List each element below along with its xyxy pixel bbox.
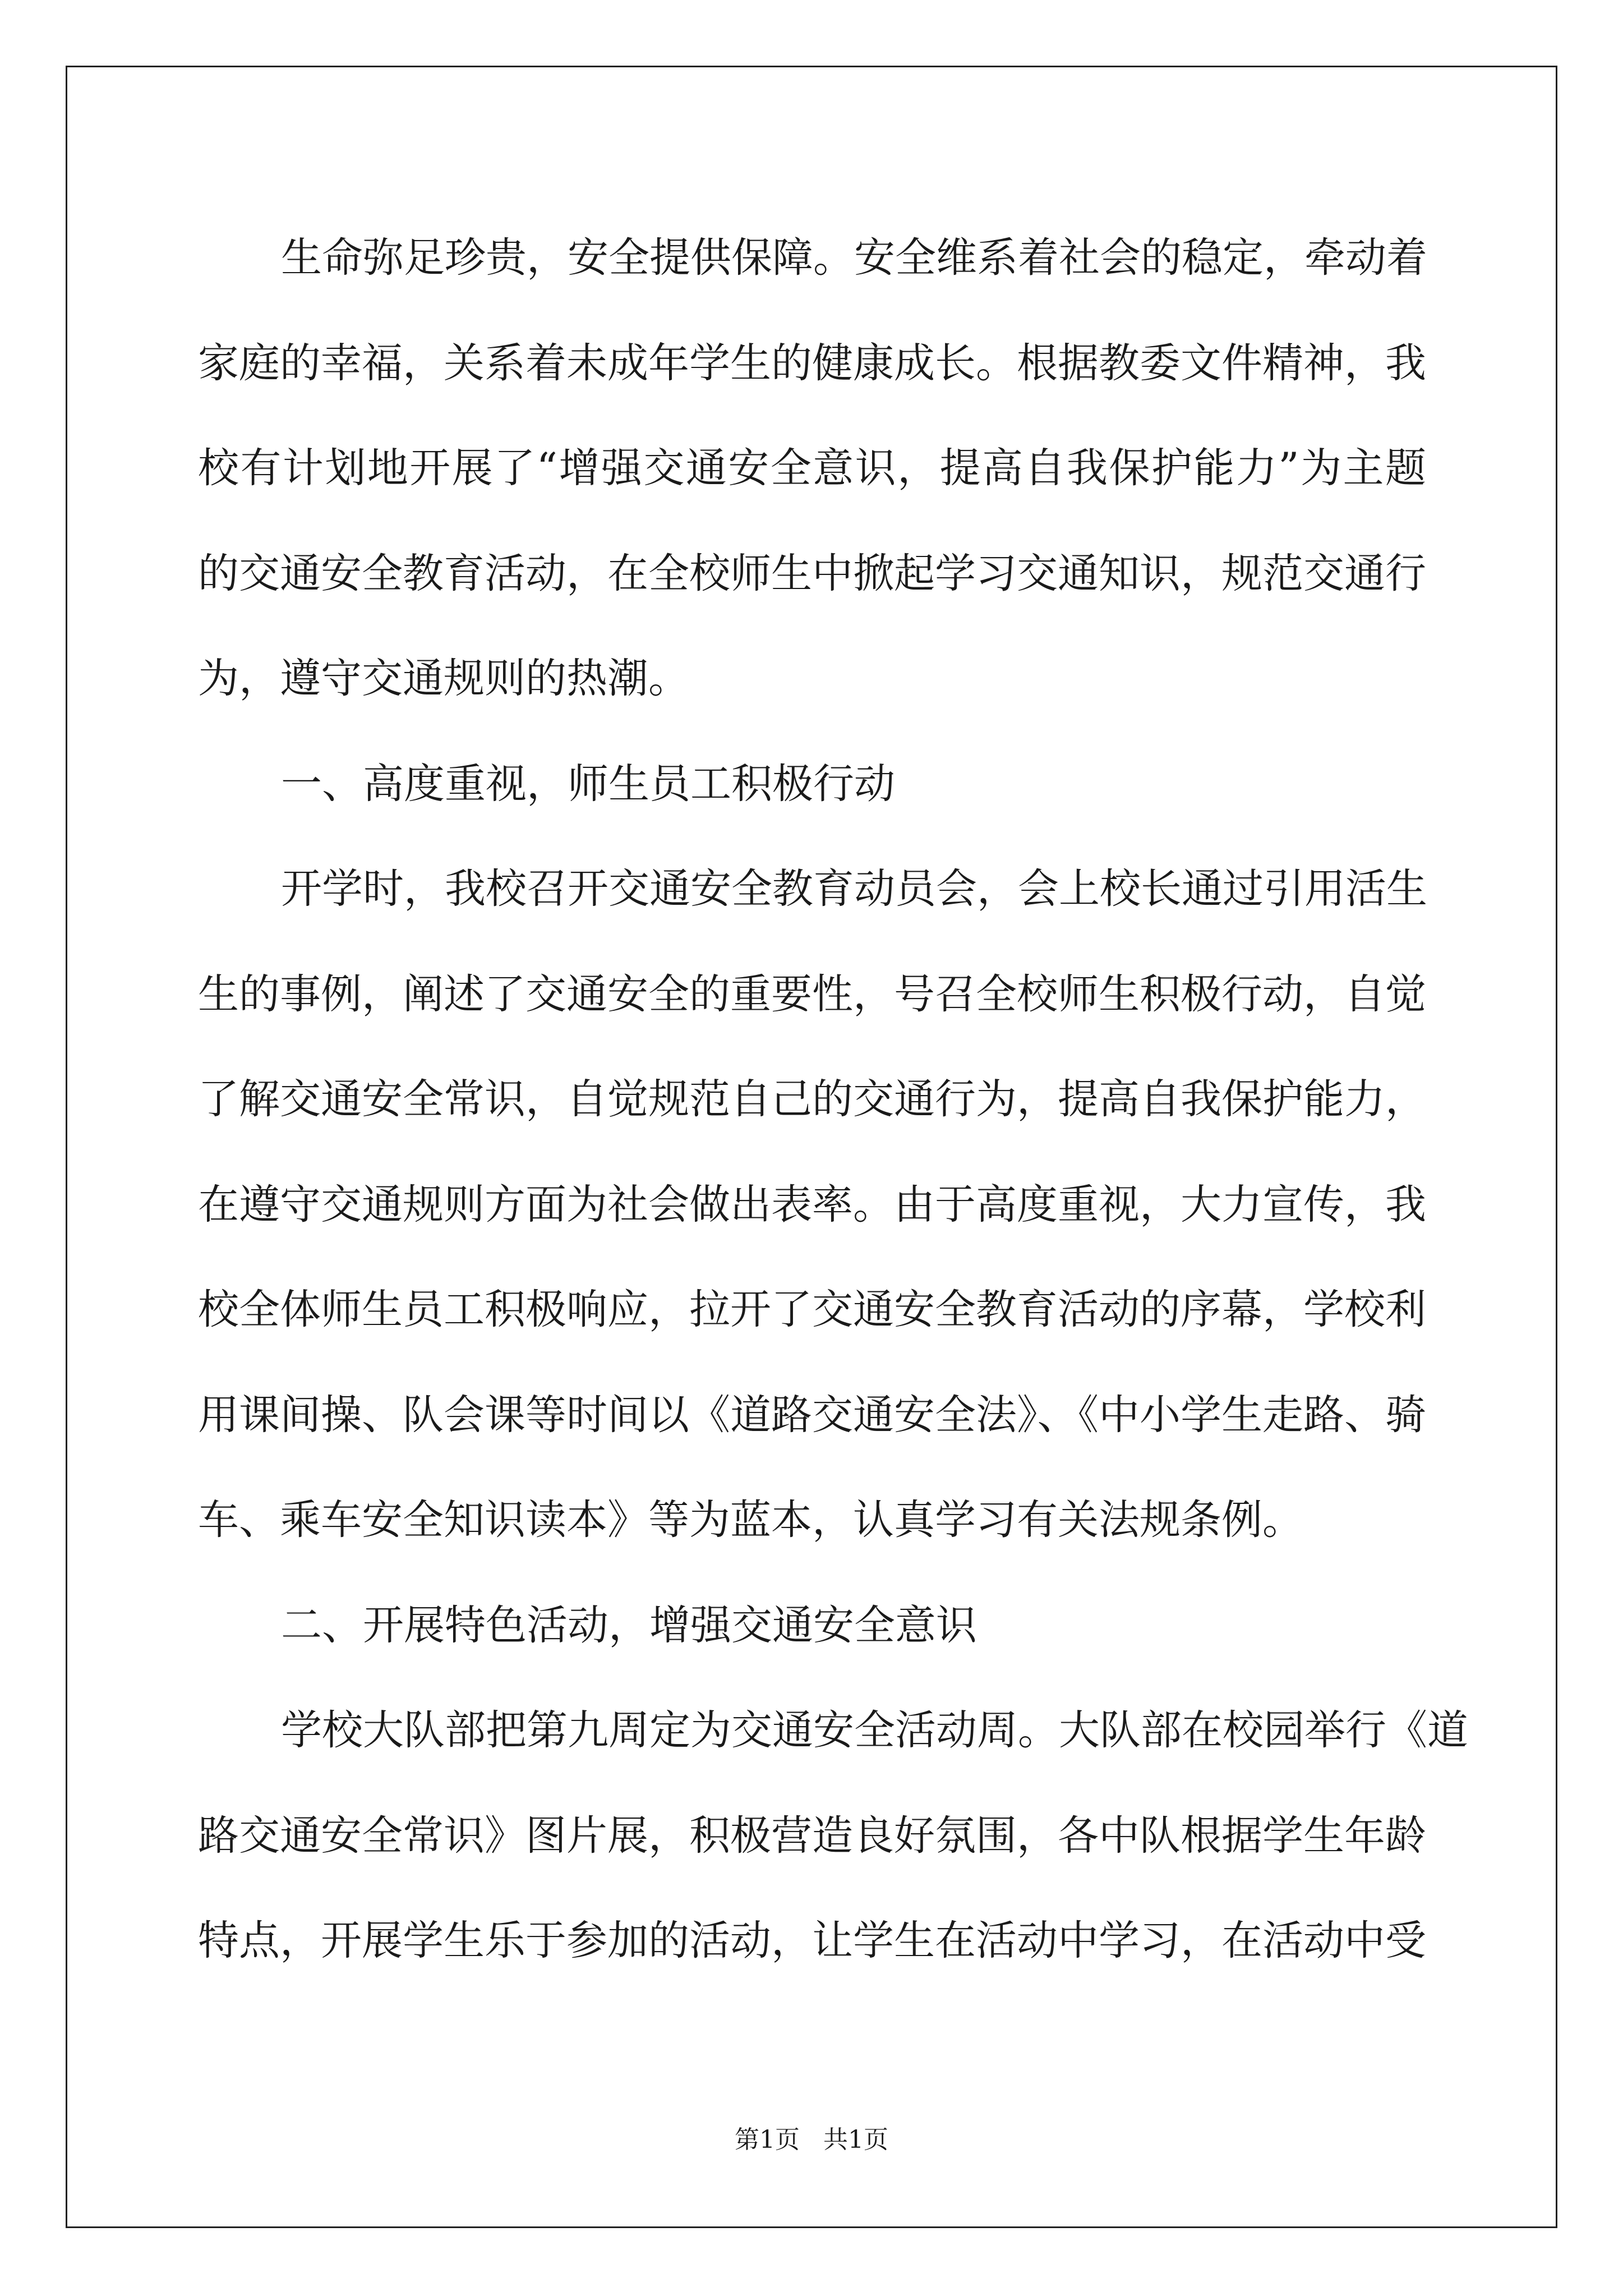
section-heading-1: 一、高度重视，师生员工积极行动 [281, 760, 895, 808]
paragraph-1-line-4: 的交通安全教育活动，在全校师生中掀起学习交通知识，规范交通行 [198, 549, 1426, 597]
page-footer: 第1页 共1页 [735, 2125, 888, 2154]
paragraph-1-line-1: 生命弥足珍贵，安全提供保障。安全维系着社会的稳定，牵动着 [281, 234, 1427, 282]
paragraph-3-line-3: 特点，开展学生乐于参加的活动，让学生在活动中学习，在活动中受 [198, 1917, 1426, 1964]
paragraph-1-line-2: 家庭的幸福，关系着未成年学生的健康成长。根据教委文件精神，我 [198, 339, 1426, 387]
paragraph-2-line-2: 生的事例，阐述了交通安全的重要性，号召全校师生积极行动，自觉 [198, 970, 1426, 1018]
paragraph-2-line-4: 在遵守交通规则方面为社会做出表率。由于高度重视，大力宣传，我 [198, 1180, 1426, 1228]
paragraph-2-line-6: 用课间操、队会课等时间以《道路交通安全法》、《中小学生走路、骑 [198, 1391, 1426, 1439]
document-body [198, 205, 1468, 1994]
paragraph-3-line-2: 路交通安全常识》图片展，积极营造良好氛围，各中队根据学生年龄 [198, 1811, 1426, 1860]
paragraph-1-line-3: 校有计划地开展了“增强交通安全意识，提高自我保护能力”为主题 [198, 444, 1426, 492]
paragraph-3-line-1: 学校大队部把第九周定为交通安全活动周。大队部在校园举行《道 [281, 1706, 1468, 1754]
paragraph-2-line-1: 开学时，我校召开交通安全教育动员会，会上校长通过引用活生 [281, 865, 1427, 913]
paragraph-2-line-7: 车、乘车安全知识读本》等为蓝本，认真学习有关法规条例。 [198, 1496, 1303, 1544]
section-heading-2: 二、开展特色活动，增强交通安全意识 [281, 1601, 977, 1649]
paragraph-2-line-5: 校全体师生员工积极响应，拉开了交通安全教育活动的序幕，学校利 [198, 1286, 1426, 1333]
paragraph-1-line-5: 为，遵守交通规则的热潮。 [198, 655, 689, 702]
paragraph-2-line-3: 了解交通安全常识，自觉规范自己的交通行为，提高自我保护能力， [198, 1075, 1426, 1123]
